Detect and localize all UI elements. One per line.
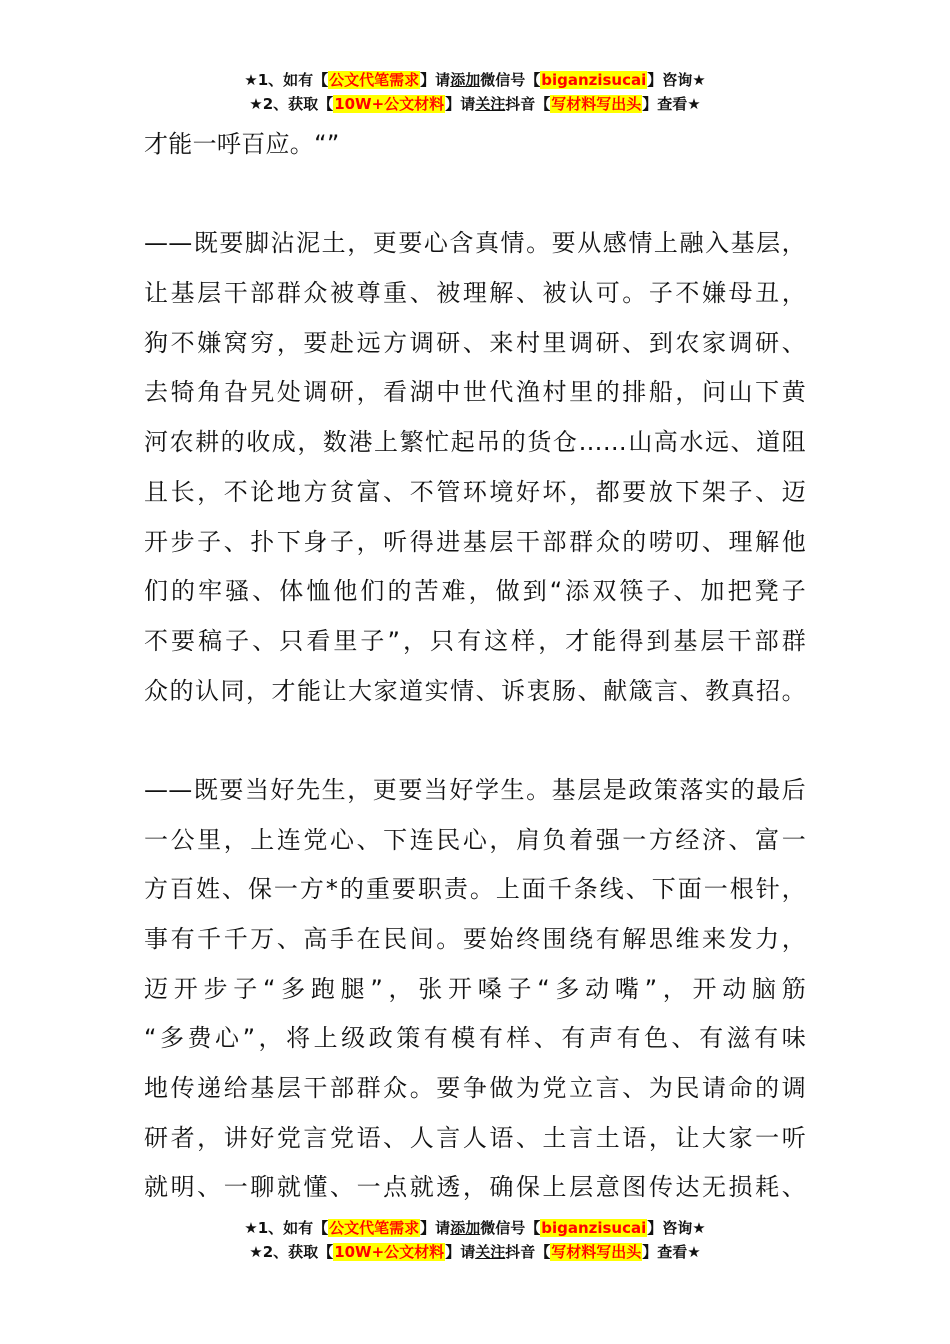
banner-line-1 (0, 68, 950, 92)
banner-highlight: 10W+公文材料 (334, 95, 445, 113)
banner-text: 】请 (445, 95, 476, 113)
text-line: 研者，讲好党言党语、人言人语、土言土语，让大家一听 (144, 1123, 806, 1152)
banner-highlight: 写材料写出头 (551, 1243, 642, 1261)
banner-text: 抖音【 (505, 95, 551, 113)
text-line: 事有千千万、高手在民间。要始终围绕有解思维来发力， (144, 925, 806, 953)
banner-line-1 (0, 1216, 950, 1240)
banner-text: 】查看★ (642, 95, 701, 113)
banner-text: 】咨询★ (647, 71, 706, 89)
text-line: 迈开步子“多跑腿”，张开嗓子“多动嘴”，开动脑筋 (144, 974, 806, 1003)
text-line: 就明、一聊就懂、一点就透，确保上层意图传达无损耗、 (144, 1173, 806, 1202)
text-line: ——既要脚沾泥土，更要心含真情。要从感情上融入基层， (144, 229, 806, 258)
banner-text: 抖音【 (505, 1243, 551, 1261)
banner-highlight: 公文代笔需求 (329, 71, 420, 89)
banner-line-2 (0, 1240, 950, 1264)
banner-underline: 关注 (475, 95, 506, 113)
paragraph-gap (144, 716, 806, 766)
text-line: 方百姓、保一方*的重要职责。上面千条线、下面一根针， (144, 875, 806, 904)
banner-underline: 添加 (450, 1219, 481, 1237)
banner-line-2 (0, 92, 950, 116)
text-line: 且长，不论地方贫富、不管环境好坏，都要放下架子、迈 (144, 477, 806, 506)
text-line: 不要稿子、只看里子”，只有这样，才能得到基层干部群 (144, 626, 806, 655)
banner-highlight: biganzisucai (541, 71, 647, 89)
banner-text: 】咨询★ (647, 1219, 706, 1237)
text-line: 狗不嫌窝穷，要赴远方调研、来村里调研、到农家调研、 (144, 328, 806, 357)
text-line: “多费心”，将上级政策有模有样、有声有色、有滋有味 (144, 1024, 806, 1053)
banner-highlight: 公文代笔需求 (329, 1219, 420, 1237)
text-line: 让基层干部群众被尊重、被理解、被认可。子不嫌母丑， (144, 279, 806, 308)
banner-text: 微信号【 (480, 71, 541, 89)
text-line: 一公里，上连党心、下连民心，肩负着强一方经济、富一 (144, 825, 806, 854)
banner-text: 】请 (445, 1243, 476, 1261)
text-line: 去犄角旮旯处调研，看湖中世代渔村里的排船，问山下黄 (144, 378, 806, 407)
banner-highlight: 写材料写出头 (551, 95, 642, 113)
text-line: 才能一呼百应。“” (144, 130, 340, 158)
banner-text: 】请 (420, 1219, 451, 1237)
text-line: 众的认同，才能让大家道实情、诉衷肠、献箴言、教真招。 (144, 676, 806, 705)
banner-text: 】查看★ (642, 1243, 701, 1261)
banner-text: ★1、如有【 (244, 71, 329, 89)
banner-highlight: 10W+公文材料 (334, 1243, 445, 1261)
banner-text: 微信号【 (480, 1219, 541, 1237)
header-banner (0, 68, 950, 116)
document-body (144, 120, 806, 1213)
text-line: 地传递给基层干部群众。要争做为党立言、为民请命的调 (144, 1074, 806, 1103)
banner-underline: 添加 (450, 71, 481, 89)
paragraph-gap (144, 170, 806, 220)
text-line: 们的牢骚、体恤他们的苦难，做到“添双筷子、加把凳子 (144, 577, 806, 606)
banner-text: ★2、获取【 (249, 1243, 334, 1261)
banner-underline: 关注 (475, 1243, 506, 1261)
text-line: ——既要当好先生，更要当好学生。基层是政策落实的最后 (144, 775, 806, 804)
banner-text: ★2、获取【 (249, 95, 334, 113)
text-line: 河农耕的收成，数港上繁忙起吊的货仓……山高水远、道阻 (144, 428, 806, 457)
banner-text: ★1、如有【 (244, 1219, 329, 1237)
text-line: 开步子、扑下身子，听得进基层干部群众的唠叨、理解他 (144, 527, 806, 556)
banner-highlight: biganzisucai (541, 1219, 647, 1237)
footer-banner (0, 1216, 950, 1264)
banner-text: 】请 (420, 71, 451, 89)
